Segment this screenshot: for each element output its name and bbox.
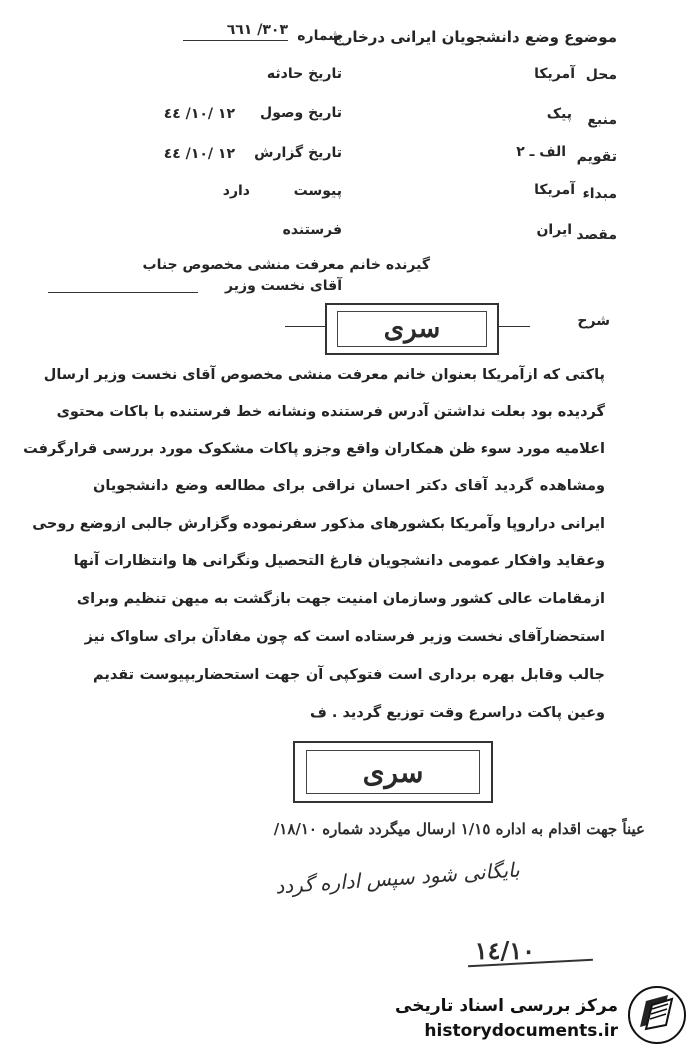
receipt-date-label: تاریخ وصول xyxy=(260,105,342,121)
recipient-underline xyxy=(48,292,198,293)
secret-stamp-top xyxy=(325,303,499,355)
body-line-3: اعلامیه مورد سوء ظن همکاران واقع وجزو پاکات مشکوک مورد بررسی قرارگرفت xyxy=(23,441,605,457)
watermark-center-name: مرکز بررسی اسناد تاریخی xyxy=(395,996,618,1016)
handwritten-forward-note: عیناً جهت اقدام به اداره ١/١٥ ارسال میگردد شماره ١٨/١٠/ xyxy=(273,820,645,838)
attachment-value: دارد xyxy=(222,183,250,199)
location-label: محل xyxy=(585,67,617,83)
destination-label: مقصد xyxy=(576,227,617,243)
sender-label: فرستنده xyxy=(282,222,342,238)
body-line-2: گردیده بود بعلت نداشتن آدرس فرستنده ونشانه خط فرستنده با باکات محتوی xyxy=(56,404,605,420)
report-date-label: تاریخ گزارش xyxy=(254,145,342,161)
body-line-8: استحضارآقای نخست وزیر فرستاده است که چون مفادآن برای ساواک نیز xyxy=(84,629,605,645)
calendar-label: تقویم xyxy=(576,149,617,165)
secret-stamp-bottom-text: سری xyxy=(306,750,480,794)
origin-value: آمریکا xyxy=(534,182,575,198)
report-date-value: ١٢ /١٠/ ٤٤ xyxy=(163,146,235,162)
number-underline xyxy=(183,40,288,41)
incident-date-label: تاریخ حادثه xyxy=(266,66,342,82)
location-value: آمریکا xyxy=(534,66,575,82)
secret-stamp-bottom xyxy=(293,741,493,803)
secret-stamp-top-text: سری xyxy=(337,311,487,347)
body-line-10: وعین پاکت دراسرع وقت توزیع گردید . ف xyxy=(310,705,605,721)
subject-line: موضوع وضع دانشجویان ایرانی درخارج xyxy=(332,28,617,46)
archive-logo-icon xyxy=(626,985,688,1045)
calendar-value: الف ـ ٢ xyxy=(516,144,566,160)
number-value: ٣٠٣/ ٦٦١ xyxy=(226,22,288,38)
source-label: منبع xyxy=(587,112,617,128)
description-label: شرح xyxy=(577,313,610,329)
handwritten-signature: ١٤/١٠ xyxy=(474,936,535,965)
body-line-5: ایرانی دراروپا وآمریکا بکشورهای مذکور سفرنموده وگزارش جالبی ازوضع روحی xyxy=(32,516,605,532)
recipient-line-2: آقای نخست وزیر xyxy=(225,278,342,294)
destination-value: ایران xyxy=(536,222,572,238)
source-value: پیک xyxy=(546,106,572,122)
body-line-1: پاکتی که ازآمریکا بعنوان خانم معرفت منشی مخصوص آقای نخست وزیر ارسال xyxy=(43,367,605,383)
attachment-label: پیوست xyxy=(293,183,342,199)
body-line-4: ومشاهده گردید آقای دکتر احسان نراقی برای مطالعه وضع دانشجویان xyxy=(93,478,605,494)
recipient-line-1: گیرنده خانم معرفت منشی مخصوص جناب xyxy=(142,257,430,273)
watermark-website: historydocuments.ir xyxy=(424,1021,618,1041)
number-label: شماره xyxy=(297,28,342,44)
handwritten-file-note: بایگانی شود سپس اداره گردد xyxy=(274,857,521,899)
body-line-7: ازمقامات عالی کشور وسازمان امنیت جهت بازگشت به میهن تنظیم وبرای xyxy=(76,591,605,607)
receipt-date-value: ١٢ /١٠/ ٤٤ xyxy=(163,106,235,122)
body-line-9: جالب وقابل بهره برداری است فتوکپی آن جهت استحضاربپیوست تقدیم xyxy=(93,667,605,683)
body-line-6: وعقاید وافکار عمومی دانشجویان فارغ التحصیل ونگرانی ها وانتظارات آنها xyxy=(73,553,605,569)
origin-label: مبداء xyxy=(582,186,617,202)
